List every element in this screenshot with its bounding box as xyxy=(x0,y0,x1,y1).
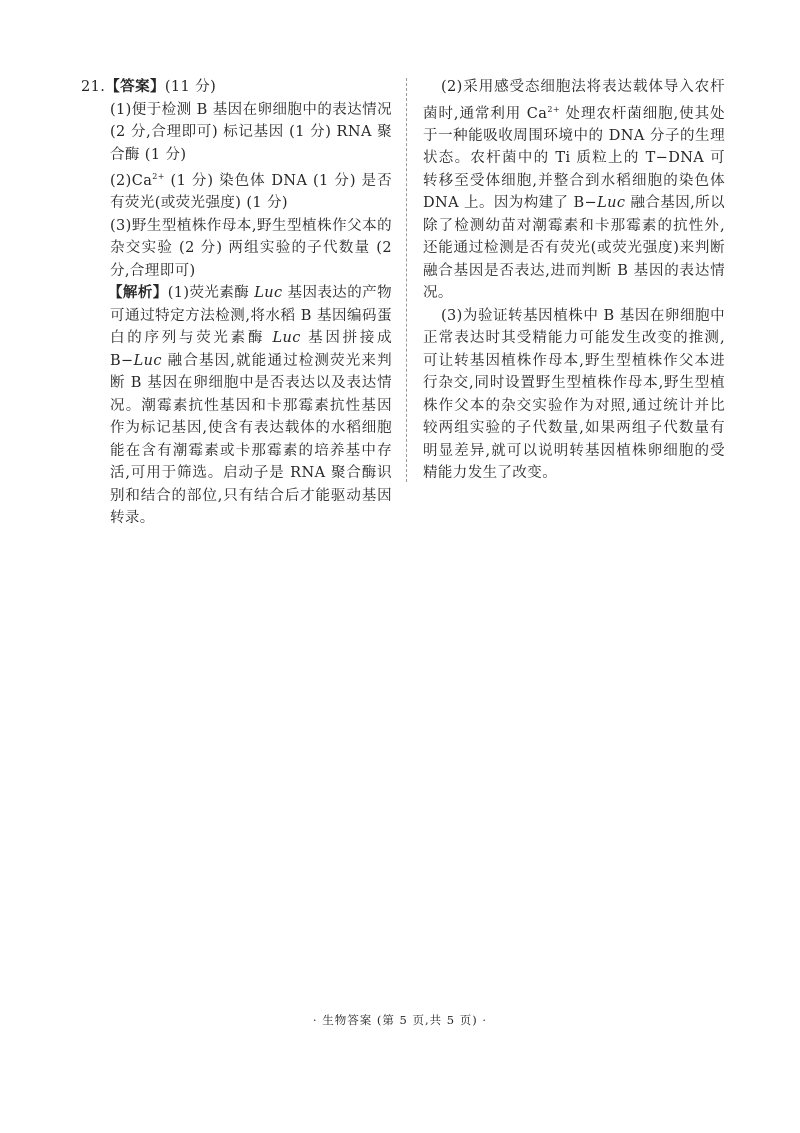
answer-part-3: (3)野生型植株作母本,野生型植株作父本的杂交实验 (2 分) 两组实验的子代数量 (2 分,合理即可) xyxy=(110,217,392,279)
analysis-tag: 【解析】 xyxy=(108,284,168,302)
column-divider xyxy=(406,78,407,482)
page-footer: · 生物答案 (第 5 页,共 5 页) · xyxy=(312,1013,488,1027)
analysis-part-1: 【解析】(1)荧光素酶 Luc 基因表达的产物可通过特定方法检测,将水稻 B 基因编码蛋白的序列与荧光素酶 Luc 基因拼接成 B−Luc 融合基因,就能通过检测荧光来判断 B 基因在卵细胞中是否表达以及表达情况。潮霉素抗性基因和卡那霉素抗性基因作为标记基因,使含有表达载体的水稻细胞能在含有潮霉素或卡那霉素的培养基中存活,可用于筛选。启动子是 RNA 聚合酶识别和结合的部位,只有结合后才能驱动基因转录。 xyxy=(108,284,392,527)
answer-tag: 【答案】 xyxy=(105,78,165,95)
question-number: 21. xyxy=(81,79,106,95)
analysis-part-2: (2)采用感受态细胞法将表达载体导入农杆菌时,通常利用 $Ca^{2+}$ 处理农杆菌细胞,使其处于一种能吸收周围环境中的 DNA 分子的生理状态。农杆菌中的 Ti 质粒上的 T−DNA 可转移至受体细胞,并整合到水稻细胞的染色体 DNA 上。因为构建了 B−Luc 融合基因,所以除了检测幼苗对潮霉素和卡那霉素的抗性外,还能通过检测是否有荧光(或荧光强度)来判断融合基因是否表达,进而判断 B 基因的表达情况。 xyxy=(423,79,725,302)
right-column xyxy=(423,76,725,485)
score: (11 分) xyxy=(164,79,217,95)
left-column xyxy=(81,76,392,530)
answer-part-1: (1)便于检测 B 基因在卵细胞中的表达情况 (2 分,合理即可) 标记基因 (1 分) RNA 聚合酶 (1 分) xyxy=(110,101,392,163)
answer-part-2: $(2)Ca^{2+}$ (1 分) 染色体 DNA (1 分) 是否有荧光(或荧光强度) (1 分) xyxy=(110,172,392,212)
analysis-part-3: (3)为验证转基因植株中 B 基因在卵细胞中正常表达时其受精能力可能发生改变的推测,可让转基因植株作母本,野生型植株作父本进行杂交,同时设置野生型植株作母本,野生型植株作父本的杂交实验作为对照,通过统计并比较两组实验的子代数量,如果两组子代数量有明显差异,就可以说明转基因植株卵细胞的受精能力发生了改变。 xyxy=(423,307,725,482)
answer-header xyxy=(81,76,392,99)
